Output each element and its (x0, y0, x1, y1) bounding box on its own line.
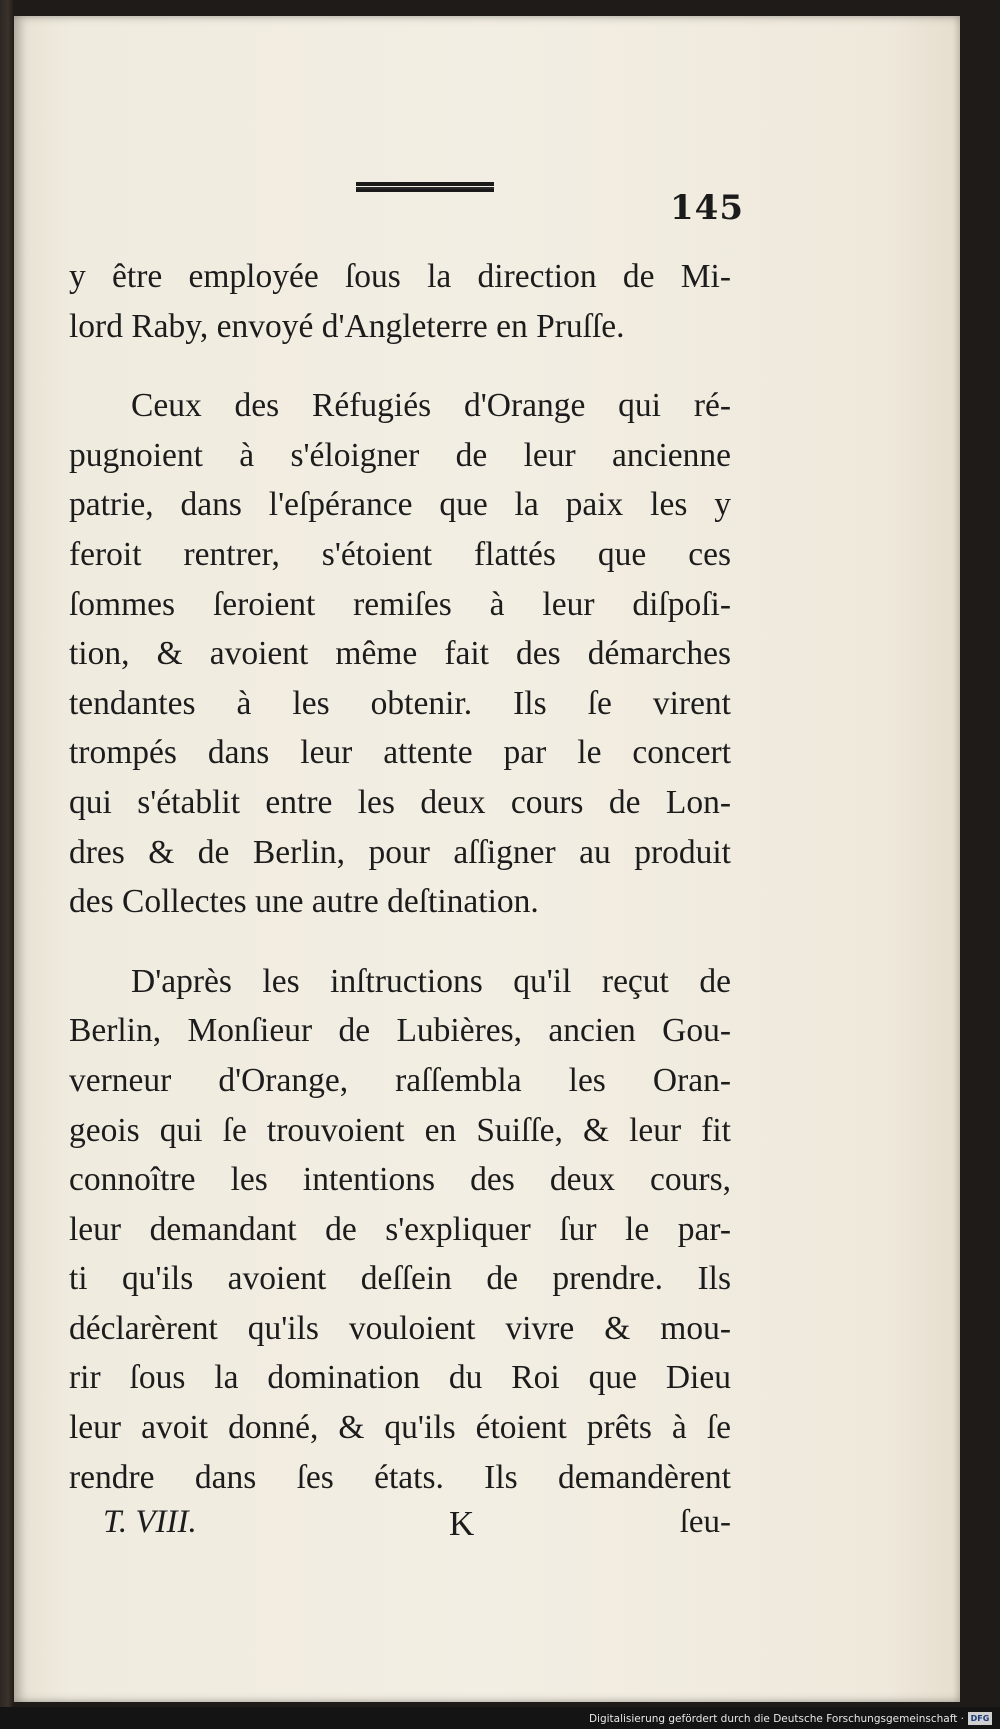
text-line: ti qu'ils avoient deſſein de prendre. Ils (69, 1260, 731, 1298)
body-text (69, 252, 731, 1502)
text-line: tion, & avoient même fait des démarches (69, 635, 731, 673)
page-number: 145 (670, 188, 744, 228)
text-line: pugnoient à s'éloigner de leur ancienne (69, 436, 731, 474)
header-ornament-rule (356, 182, 494, 192)
gathering-signature: K (449, 1504, 475, 1543)
catchword: ſeu- (679, 1504, 731, 1540)
text-line: Ceux des Réfugiés d'Orange qui ré- (131, 387, 731, 425)
volume-signature: T. VIII. (103, 1504, 197, 1540)
text-line: dres & de Berlin, pour aſſigner au produit (69, 833, 731, 871)
text-line: qui s'établit entre les deux cours de Lon- (69, 783, 731, 821)
text-line: connoître les intentions des deux cours, (69, 1161, 731, 1199)
funding-credit: Digitalisierung gefördert durch die Deutsche Forschungsgemeinschaft · (588, 1713, 964, 1725)
book-page (14, 16, 960, 1702)
text-line: rendre dans ſes états. Ils demandèrent (69, 1458, 731, 1496)
text-line: ſommes ſeroient remiſes à leur diſpoſi- (69, 585, 731, 623)
text-line: D'après les inſtructions qu'il reçut de (131, 962, 731, 1000)
page-footer (69, 1504, 731, 1554)
text-line: lord Raby, envoyé d'Angleterre en Pruſſe. (69, 307, 625, 345)
text-line: déclarèrent qu'ils vouloient vivre & mou- (69, 1309, 731, 1347)
text-line: y être employée ſous la direction de Mi- (69, 258, 731, 295)
text-line: des Collectes une autre deſtination. (69, 883, 539, 921)
text-line: tendantes à les obtenir. Ils ſe virent (69, 684, 731, 722)
text-line: geois qui ſe trouvoient en Suiſſe, & leur fit (69, 1111, 731, 1149)
dfg-logo: DFG (968, 1712, 992, 1725)
text-line: patrie, dans l'eſpérance que la paix les y (69, 486, 731, 524)
text-line: verneur d'Orange, raſſembla les Oran- (69, 1061, 731, 1099)
text-line: rir ſous la domination du Roi que Dieu (69, 1359, 731, 1397)
text-line: Berlin, Monſieur de Lubières, ancien Gou- (69, 1012, 731, 1050)
text-line: trompés dans leur attente par le concert (69, 734, 731, 772)
text-line: leur avoit donné, & qu'ils étoient prêts à ſe (69, 1409, 731, 1447)
text-line: feroit rentrer, s'étoient flattés que ces (69, 535, 731, 573)
credit-bar (0, 1707, 1000, 1729)
text-line: leur demandant de s'expliquer ſur le par- (69, 1210, 731, 1248)
